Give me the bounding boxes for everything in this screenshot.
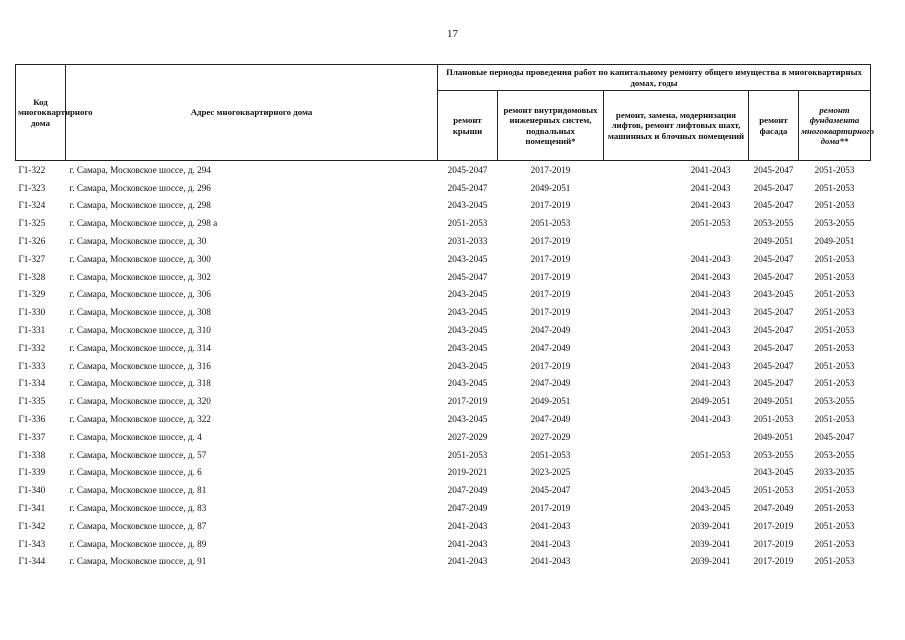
cell-systems: 2051-2053 (530, 218, 571, 229)
cell-address: г. Самара, Московское шоссе, д. 294 (69, 164, 211, 175)
cell-systems: 2041-2043 (530, 556, 571, 567)
cell-code: Г1-336 (18, 414, 46, 425)
cell-facade: 2045-2047 (753, 200, 794, 211)
cell-address: г. Самара, Московское шоссе, д. 6 (69, 467, 202, 478)
cell-address: г. Самара, Московское шоссе, д. 314 (69, 342, 211, 353)
cell-roof: 2043-2045 (447, 253, 488, 264)
cell-address: г. Самара, Московское шоссе, д. 310 (69, 325, 211, 336)
cell-code: Г1-342 (18, 520, 46, 531)
cell-address: г. Самара, Московское шоссе, д. 320 (69, 396, 211, 407)
cell-code: Г1-332 (18, 342, 46, 353)
cell-address: г. Самара, Московское шоссе, д. 308 (69, 307, 211, 318)
table-row (16, 464, 871, 482)
cell-lifts (604, 232, 749, 250)
cell-code: Г1-334 (18, 378, 46, 389)
table-row (16, 517, 871, 535)
cell-facade: 2043-2045 (753, 467, 794, 478)
cell-code: Г1-341 (18, 503, 46, 514)
cell-lifts: 2051-2053 (690, 218, 731, 229)
cell-lifts: 2041-2043 (690, 253, 731, 264)
cell-foundation: 2053-2055 (814, 449, 855, 460)
cell-code: Г1-331 (18, 325, 46, 336)
cell-roof: 2041-2043 (447, 556, 488, 567)
table-row (16, 392, 871, 410)
cell-systems: 2027-2029 (530, 431, 571, 442)
cell-lifts: 2043-2045 (690, 485, 731, 496)
table-row (16, 499, 871, 517)
cell-foundation: 2051-2053 (814, 271, 855, 282)
cell-address: г. Самара, Московское шоссе, д. 30 (69, 236, 207, 247)
cell-address: г. Самара, Московское шоссе, д. 300 (69, 253, 211, 264)
cell-facade: 2045-2047 (753, 253, 794, 264)
cell-foundation: 2051-2053 (814, 378, 855, 389)
cell-lifts: 2039-2041 (690, 520, 731, 531)
cell-systems: 2017-2019 (530, 253, 571, 264)
cell-address: г. Самара, Московское шоссе, д. 81 (69, 485, 207, 496)
cell-foundation: 2053-2055 (814, 396, 855, 407)
table-body (16, 161, 871, 571)
cell-systems: 2047-2049 (530, 342, 571, 353)
cell-systems: 2047-2049 (530, 378, 571, 389)
cell-facade: 2049-2051 (753, 431, 794, 442)
cell-systems: 2049-2051 (530, 182, 571, 193)
cell-systems: 2045-2047 (530, 485, 571, 496)
cell-code: Г1-344 (18, 556, 46, 567)
cell-lifts: 2041-2043 (690, 378, 731, 389)
cell-roof: 2043-2045 (447, 307, 488, 318)
cell-code: Г1-335 (18, 396, 46, 407)
cell-foundation: 2051-2053 (814, 485, 855, 496)
cell-address: г. Самара, Московское шоссе, д. 302 (69, 271, 211, 282)
cell-code: Г1-322 (18, 164, 46, 175)
cell-roof: 2043-2045 (447, 414, 488, 425)
cell-facade: 2043-2045 (753, 289, 794, 300)
cell-foundation: 2051-2053 (814, 360, 855, 371)
cell-facade: 2017-2019 (753, 520, 794, 531)
cell-roof: 2043-2045 (447, 289, 488, 300)
cell-roof: 2047-2049 (447, 503, 488, 514)
table-row (16, 410, 871, 428)
table-row (16, 553, 871, 571)
cell-lifts: 2041-2043 (690, 182, 731, 193)
cell-lifts (604, 428, 749, 446)
cell-foundation: 2053-2055 (814, 218, 855, 229)
cell-facade: 2045-2047 (753, 271, 794, 282)
cell-facade: 2045-2047 (753, 182, 794, 193)
cell-lifts: 2041-2043 (690, 307, 731, 318)
cell-code: Г1-328 (18, 271, 46, 282)
table-row (16, 232, 871, 250)
cell-roof: 2041-2043 (447, 538, 488, 549)
cell-address: г. Самара, Московское шоссе, д. 91 (69, 556, 207, 567)
header-address: Адрес многоквартирного дома (66, 65, 438, 161)
cell-facade: 2053-2055 (753, 449, 794, 460)
cell-code: Г1-327 (18, 253, 46, 264)
cell-facade: 2017-2019 (753, 556, 794, 567)
cell-code: Г1-326 (18, 236, 46, 247)
cell-roof: 2043-2045 (447, 200, 488, 211)
cell-address: г. Самара, Московское шоссе, д. 296 (69, 182, 211, 193)
cell-code: Г1-337 (18, 431, 46, 442)
cell-code: Г1-339 (18, 467, 46, 478)
cell-systems: 2017-2019 (530, 360, 571, 371)
cell-code: Г1-323 (18, 182, 46, 193)
cell-roof: 2043-2045 (447, 360, 488, 371)
cell-code: Г1-330 (18, 307, 46, 318)
cell-address: г. Самара, Московское шоссе, д. 87 (69, 520, 207, 531)
cell-address: г. Самара, Московское шоссе, д. 298 а (69, 218, 218, 229)
header-lifts: ремонт, замена, модернизация лифтов, ремонт лифтовых шахт, машинных и блочных помещений (604, 91, 749, 161)
table-row (16, 286, 871, 304)
table-row (16, 535, 871, 553)
cell-facade: 2045-2047 (753, 307, 794, 318)
repair-schedule-table (15, 64, 875, 570)
cell-code: Г1-338 (18, 449, 46, 460)
cell-address: г. Самара, Московское шоссе, д. 316 (69, 360, 211, 371)
cell-systems: 2017-2019 (530, 236, 571, 247)
cell-facade: 2053-2055 (753, 218, 794, 229)
cell-lifts (604, 464, 749, 482)
cell-systems: 2017-2019 (530, 289, 571, 300)
table-row (16, 446, 871, 464)
cell-address: г. Самара, Московское шоссе, д. 298 (69, 200, 211, 211)
cell-foundation: 2045-2047 (814, 431, 855, 442)
cell-foundation: 2051-2053 (814, 200, 855, 211)
table-header (16, 65, 875, 161)
cell-address: г. Самара, Московское шоссе, д. 89 (69, 538, 207, 549)
cell-roof: 2043-2045 (447, 325, 488, 336)
cell-systems: 2049-2051 (530, 396, 571, 407)
cell-foundation: 2049-2051 (814, 236, 855, 247)
cell-systems: 2041-2043 (530, 520, 571, 531)
cell-systems: 2051-2053 (530, 449, 571, 460)
cell-roof: 2045-2047 (447, 164, 488, 175)
cell-lifts: 2041-2043 (690, 414, 731, 425)
header-systems: ремонт внутридомовых инженерных систем, подвальных помещений* (498, 91, 604, 161)
cell-lifts: 2041-2043 (690, 325, 731, 336)
cell-foundation: 2051-2053 (814, 164, 855, 175)
cell-address: г. Самара, Московское шоссе, д. 4 (69, 431, 202, 442)
cell-foundation: 2051-2053 (814, 503, 855, 514)
cell-roof: 2043-2045 (447, 342, 488, 353)
cell-roof: 2045-2047 (447, 271, 488, 282)
cell-address: г. Самара, Московское шоссе, д. 83 (69, 503, 207, 514)
table-row (16, 375, 871, 393)
cell-foundation: 2051-2053 (814, 520, 855, 531)
cell-foundation: 2051-2053 (814, 556, 855, 567)
cell-foundation: 2051-2053 (814, 414, 855, 425)
table-row (16, 428, 871, 446)
cell-lifts: 2049-2051 (690, 396, 731, 407)
cell-roof: 2019-2021 (447, 467, 488, 478)
cell-lifts: 2041-2043 (690, 200, 731, 211)
cell-roof: 2043-2045 (447, 378, 488, 389)
cell-systems: 2047-2049 (530, 325, 571, 336)
table-row (16, 250, 871, 268)
table-row (16, 321, 871, 339)
cell-lifts: 2039-2041 (690, 538, 731, 549)
table-row (16, 179, 871, 197)
cell-roof: 2041-2043 (447, 520, 488, 531)
cell-roof: 2017-2019 (447, 396, 488, 407)
cell-address: г. Самара, Московское шоссе, д. 57 (69, 449, 207, 460)
cell-facade: 2045-2047 (753, 360, 794, 371)
cell-lifts: 2051-2053 (690, 449, 731, 460)
header-foundation: ремонт фундамента многоквартирного дома** (799, 91, 871, 161)
cell-lifts: 2041-2043 (690, 360, 731, 371)
cell-foundation: 2051-2053 (814, 253, 855, 264)
table-row (16, 339, 871, 357)
page-number: 17 (447, 28, 458, 40)
cell-systems: 2017-2019 (530, 164, 571, 175)
cell-lifts: 2043-2045 (690, 503, 731, 514)
cell-roof: 2051-2053 (447, 449, 488, 460)
table-row (16, 268, 871, 286)
header-facade: ремонт фасада (749, 91, 799, 161)
header-periods: Плановые периоды проведения работ по капитальному ремонту общего имущества в многоквартирных домах, годы (438, 65, 871, 91)
cell-roof: 2047-2049 (447, 485, 488, 496)
cell-lifts: 2041-2043 (690, 289, 731, 300)
cell-facade: 2051-2053 (753, 414, 794, 425)
cell-foundation: 2051-2053 (814, 325, 855, 336)
cell-systems: 2017-2019 (530, 307, 571, 318)
cell-facade: 2049-2051 (753, 396, 794, 407)
table-row (16, 197, 871, 215)
cell-foundation: 2051-2053 (814, 307, 855, 318)
cell-foundation: 2033-2035 (814, 467, 855, 478)
cell-code: Г1-340 (18, 485, 46, 496)
table-row (16, 161, 871, 179)
header-code: Код многоквартирного дома (16, 65, 66, 161)
cell-address: г. Самара, Московское шоссе, д. 318 (69, 378, 211, 389)
cell-facade: 2045-2047 (753, 342, 794, 353)
cell-lifts: 2041-2043 (690, 164, 731, 175)
cell-roof: 2027-2029 (447, 431, 488, 442)
cell-facade: 2045-2047 (753, 325, 794, 336)
cell-foundation: 2051-2053 (814, 342, 855, 353)
cell-facade: 2045-2047 (753, 164, 794, 175)
cell-address: г. Самара, Московское шоссе, д. 306 (69, 289, 211, 300)
cell-systems: 2041-2043 (530, 538, 571, 549)
cell-lifts: 2039-2041 (690, 556, 731, 567)
cell-facade: 2047-2049 (753, 503, 794, 514)
cell-facade: 2045-2047 (753, 378, 794, 389)
cell-systems: 2047-2049 (530, 414, 571, 425)
cell-systems: 2017-2019 (530, 271, 571, 282)
cell-facade: 2017-2019 (753, 538, 794, 549)
header-roof: ремонт крыши (438, 91, 498, 161)
cell-lifts: 2041-2043 (690, 342, 731, 353)
cell-roof: 2051-2053 (447, 218, 488, 229)
cell-systems: 2017-2019 (530, 200, 571, 211)
cell-foundation: 2051-2053 (814, 538, 855, 549)
cell-foundation: 2051-2053 (814, 182, 855, 193)
cell-roof: 2045-2047 (447, 182, 488, 193)
cell-facade: 2051-2053 (753, 485, 794, 496)
table-row (16, 303, 871, 321)
table-row (16, 357, 871, 375)
cell-lifts: 2041-2043 (690, 271, 731, 282)
cell-foundation: 2051-2053 (814, 289, 855, 300)
cell-code: Г1-343 (18, 538, 46, 549)
cell-code: Г1-324 (18, 200, 46, 211)
cell-facade: 2049-2051 (753, 236, 794, 247)
cell-systems: 2017-2019 (530, 503, 571, 514)
cell-code: Г1-333 (18, 360, 46, 371)
cell-code: Г1-329 (18, 289, 46, 300)
cell-code: Г1-325 (18, 218, 46, 229)
cell-systems: 2023-2025 (530, 467, 571, 478)
table-row (16, 214, 871, 232)
cell-roof: 2031-2033 (447, 236, 488, 247)
table-row (16, 481, 871, 499)
cell-address: г. Самара, Московское шоссе, д. 322 (69, 414, 211, 425)
